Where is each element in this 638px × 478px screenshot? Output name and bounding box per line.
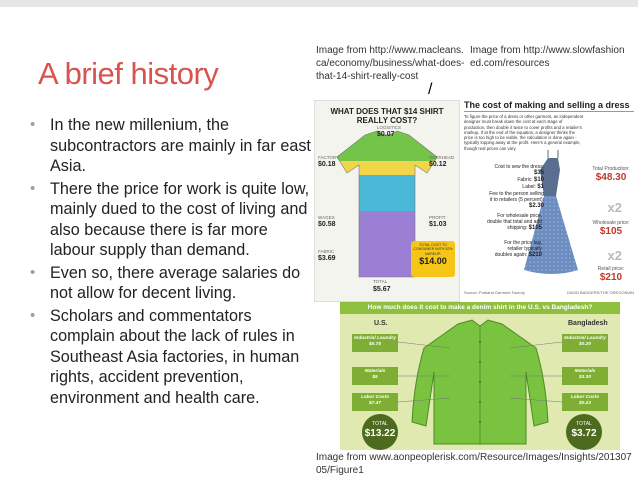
price-value: $5.67 bbox=[373, 286, 391, 293]
multiplier-badge: x2 bbox=[607, 200, 622, 215]
dress-total: Retail price: $210 bbox=[597, 266, 625, 283]
dress-cost-item: Cost to sew the dress: $35 bbox=[494, 164, 544, 176]
price-label: TOTAL bbox=[373, 279, 388, 284]
bullet-item: • In the new millenium, the subcontractors are mainly in far east Asia. bbox=[30, 116, 311, 175]
caption-slowfashioned: Image from http://www.slowfashioned.com/resources bbox=[470, 45, 625, 69]
multiplier-badge: x2 bbox=[607, 248, 622, 263]
price-label: PROFIT bbox=[429, 215, 446, 220]
price-value: $1.03 bbox=[429, 221, 447, 228]
bangladesh-total-badge: TOTAL $3.72 bbox=[566, 414, 602, 450]
tshirt-cost-infographic bbox=[314, 100, 460, 302]
dress-cost-item: Label: $1 bbox=[522, 184, 544, 190]
dress-cost-item: Fabric: $10 bbox=[517, 177, 544, 183]
price-value: $0.07 bbox=[377, 131, 395, 138]
price-label: OVERHEAD bbox=[429, 155, 455, 160]
bangladesh-cost-box: Labor Costs $0.22 bbox=[562, 393, 608, 411]
tshirt-infographic-title: WHAT DOES THAT $14 SHIRT REALLY COST? bbox=[330, 107, 444, 125]
dress-cost-item: For the price tag, retailer typically doubles again: $210 bbox=[494, 240, 542, 258]
country-label-us: U.S. bbox=[374, 320, 388, 327]
top-bar bbox=[0, 0, 638, 7]
tshirt-total-badge: TOTAL COST TO CONSUMER WITH 52% MARKUP: $14.00 bbox=[411, 241, 455, 277]
price-label: LOGISTICS bbox=[377, 125, 402, 130]
bullet-item: • There the price for work is quite low, mainly dued to the cost of living and also because there is far more labour supply than demand. bbox=[30, 179, 310, 259]
slide-title: A brief history bbox=[38, 56, 219, 91]
dress-intro-text: To figure the price of a dress or other garment, an independent designer must break down the cost at each stage of production, then double it twice to cover profits and a retailer's markup. If at the end of the equation, a designer thinks the price is too high to be viable, the calculation is done again - typically lopping away at the profit. Here's a general example, though real prices can vary. bbox=[464, 114, 584, 151]
bullet-dot-icon: • bbox=[30, 116, 36, 133]
us-cost-box: Labor Costs $7.47 bbox=[352, 393, 398, 411]
us-cost-box: Industrial Laundry $0.75 bbox=[352, 334, 398, 352]
price-label: FACTORY bbox=[318, 155, 340, 160]
bangladesh-cost-box: Materials $3.30 bbox=[562, 367, 608, 385]
caption-aon: Image from www.aonpeoplerisk.com/Resource/Images/Insights/20130705/Figure1 bbox=[316, 452, 632, 476]
bullet-dot-icon: • bbox=[30, 306, 36, 324]
bullet-item: • Scholars and commentators complain about the lack of rules in Southeast Asia factories, in human rights, accident prevention, environment and health care. bbox=[30, 306, 300, 407]
dress-cost-item: Fee to the person selling it to retailers (5 percent): $2.30 bbox=[489, 191, 544, 209]
dress-cost-infographic bbox=[460, 100, 636, 298]
dress-cost-item: For wholesale price, double that total and add shipping: $105 bbox=[486, 213, 542, 231]
caption-macleans: Image from http://www.macleans.ca/economy/business/what-does-that-14-shirt-really-cost bbox=[316, 45, 465, 82]
dress-source: Source: Portland Garment Factory DAVID BADDERS/THE OREGONIAN bbox=[464, 290, 634, 295]
bullet-list bbox=[30, 115, 312, 410]
price-label: FABRIC bbox=[318, 249, 335, 254]
bangladesh-cost-box: Industrial Laundry $0.20 bbox=[562, 334, 608, 352]
price-label: WAGES bbox=[318, 215, 335, 220]
caption-macleans-tail: / bbox=[428, 81, 433, 98]
bullet-item: • Even so, there average salaries do not allow for decent living. bbox=[30, 263, 301, 302]
bullet-dot-icon: • bbox=[30, 263, 36, 281]
denim-shirt-infographic bbox=[340, 302, 620, 450]
us-cost-box: Materials $5 bbox=[352, 367, 398, 385]
us-total-badge: TOTAL $13.22 bbox=[362, 414, 398, 450]
country-label-bangladesh: Bangladesh bbox=[568, 320, 608, 327]
bullet-dot-icon: • bbox=[30, 179, 36, 197]
price-value: $3.69 bbox=[318, 255, 336, 262]
price-value: $0.12 bbox=[429, 161, 447, 168]
price-value: $0.18 bbox=[318, 161, 336, 168]
dress-infographic-title: The cost of making and selling a dress bbox=[464, 100, 630, 110]
dress-total: Wholesale price: $105 bbox=[592, 220, 630, 237]
dress-total: Total Production: $48.30 bbox=[592, 166, 630, 183]
denim-infographic-header: How much does it cost to make a denim shirt in the U.S. vs Bangladesh? bbox=[340, 302, 620, 314]
price-value: $0.58 bbox=[318, 221, 336, 228]
